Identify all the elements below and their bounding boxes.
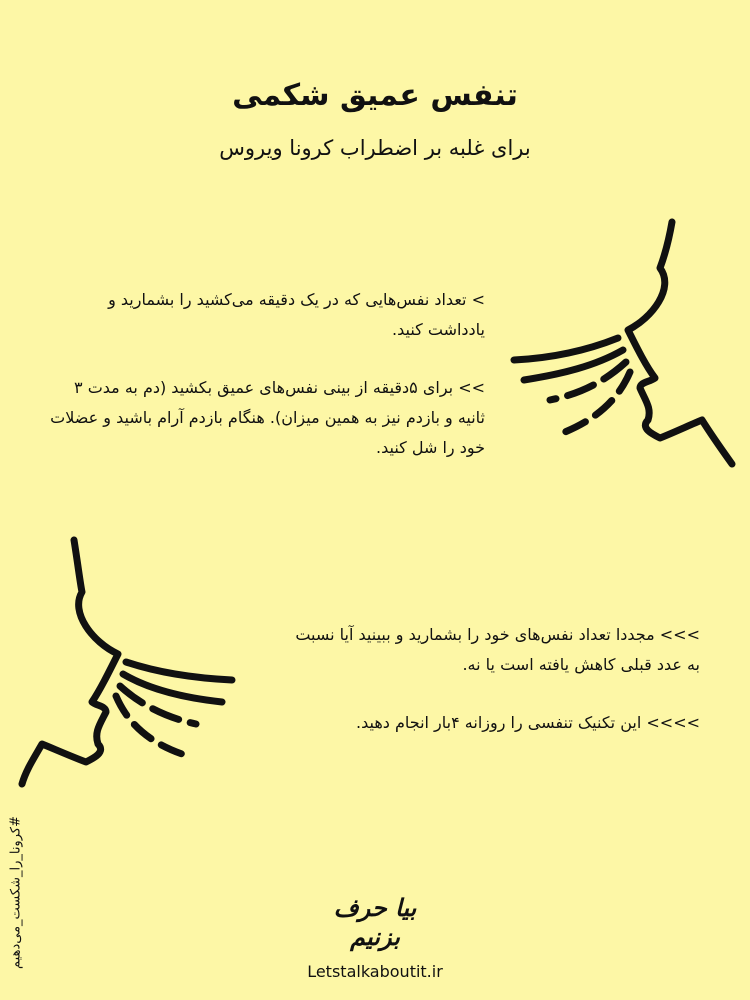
- page-subtitle: برای غلبه بر اضطراب کرونا ویروس: [219, 136, 531, 160]
- website-url: Letstalkaboutit.ir: [307, 962, 443, 981]
- face-profile-exhale-illustration: [500, 210, 750, 480]
- step-2-text: >> برای ۵دقیقه از بینی نفس‌های عمیق بکشید (دم به مدت ۳ ثانیه و بازدم نیز به همین میزان). هنگام بازدم آرام باشید و عضلات خود را شل کنید.: [50, 378, 485, 457]
- brand-logo-text: بیا حرف بزنیم: [333, 893, 417, 951]
- step-4-text: >>>> این تکنیک تنفسی را روزانه ۴بار انجام دهید.: [356, 713, 700, 732]
- step-1-text: > تعداد نفس‌هایی که در یک دقیقه می‌کشید را بشمارید و یادداشت کنید.: [108, 290, 485, 339]
- hashtag-vertical-text: #کرونا_را_شکست_می‌دهیم: [8, 816, 24, 969]
- page-title: تنفس عمیق شکمی: [232, 78, 518, 113]
- brand-logo: [310, 893, 440, 951]
- step-3-text: >>> مجددا تعداد نفس‌های خود را بشمارید و ببینید آیا نسبت به عدد قبلی کاهش یافته است یا نه.: [295, 625, 700, 674]
- face-profile-inhale-illustration: [0, 530, 260, 800]
